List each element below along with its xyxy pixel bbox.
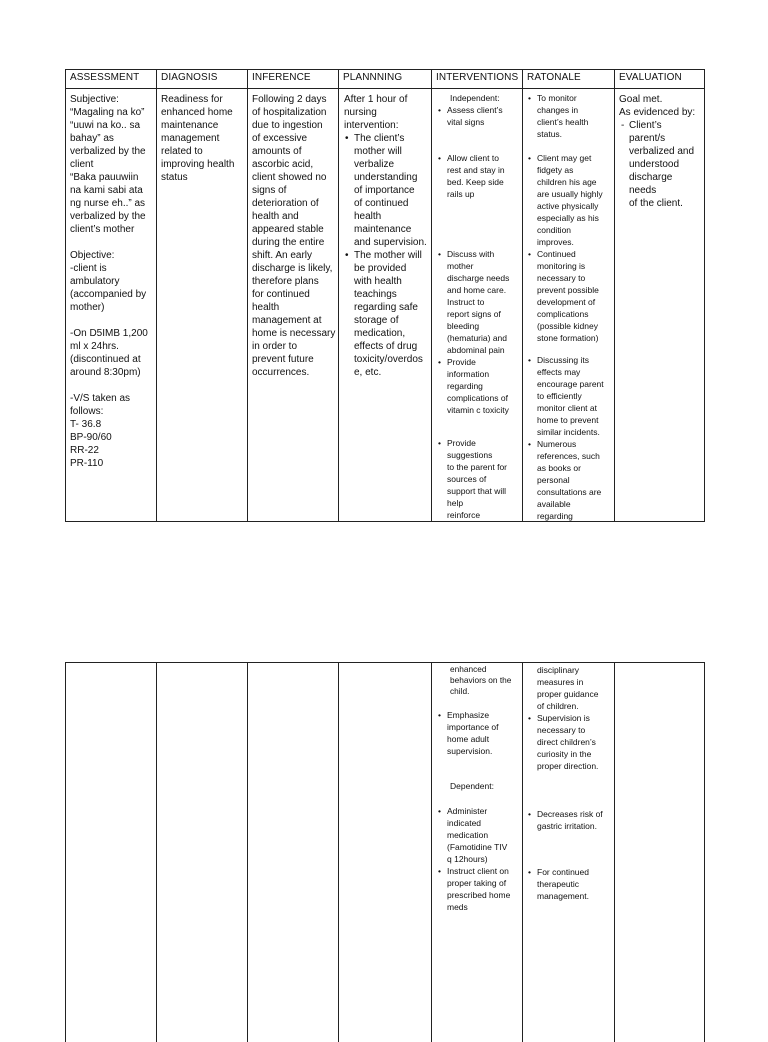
assessment-subjective: Subjective: “Magaling na ko” “uuwi na ko.. sa bahay” as verbalized by the client “Baka pauuwiin na kami sabi ata ng nurse eh..” as verbalized by the client’s mother: [70, 94, 146, 235]
rationale-item: • Discussing its effects may encourage parent to efficiently monitor client at home to prevent similar incidents.: [527, 354, 613, 438]
header-planning: PLANNNING: [343, 72, 403, 83]
rationale-list-2: [527, 152, 613, 344]
interventions-continued: enhanced behaviors on the child.: [450, 664, 512, 696]
intervention-item: • Instruct client on proper taking of prescribed home meds: [437, 865, 521, 913]
header-diagnosis: DIAGNOSIS: [161, 72, 218, 83]
col-divider: [431, 70, 432, 521]
evaluation-evidence: As evidenced by:: [619, 107, 696, 118]
intervention-item: • Administer indicated medication (Famotidine TIV q 12hours): [437, 805, 521, 865]
rationale-item: • To monitor changes in client’s health status.: [527, 92, 613, 140]
header-inference: INFERENCE: [252, 72, 311, 83]
col-divider: [156, 663, 157, 1042]
header-divider: [66, 88, 704, 89]
intervention-item: • Provide suggestions to the parent for sources of support that will help reinforce: [437, 437, 521, 521]
rationale-item: • Continued monitoring is necessary to prevent possible development of complications (possible kidney stone formation): [527, 248, 613, 344]
col-divider: [431, 663, 432, 1042]
assessment-objective: Objective: -client is ambulatory (accompanied by mother) -On D5IMB 1,200 ml x 24hrs. (discontinued at around 8:30pm) -V/S taken as follows: T- 36.8 BP-90/60 RR-22 PR-110: [70, 250, 148, 469]
planning-list: [344, 132, 430, 379]
intervention-item: • Provide information regarding complications of vitamin c toxicity: [437, 356, 521, 416]
col-divider: [614, 663, 615, 1042]
col-divider: [338, 70, 339, 521]
col-divider: [522, 70, 523, 521]
intervention-item: • Allow client to rest and stay in bed. Keep side rails up: [437, 152, 521, 200]
care-plan-table-continued: [65, 662, 705, 1042]
evaluation-item: - Client’s parent/s verbalized and understood discharge needs of the client.: [621, 119, 701, 210]
rationale-item: • Supervision is necessary to direct children’s curiosity in the proper direction.: [527, 712, 613, 772]
header-rationale: RATONALE: [527, 72, 581, 83]
planning-item: • The client’s mother will verbalize understanding of importance of continued health maintenance and supervision.: [344, 132, 430, 249]
rationale-list-1: [527, 92, 613, 140]
rationale-item: • Decreases risk of gastric irritation.: [527, 808, 613, 832]
rationale-list-4: [527, 712, 613, 772]
rationale-continued: disciplinary measures in proper guidance of children.: [537, 665, 599, 711]
rationale-list-6: [527, 866, 613, 902]
care-plan-table: [65, 69, 705, 522]
rationale-list-3: [527, 354, 613, 522]
independent-label: Independent:: [450, 93, 500, 103]
evaluation-item-text: Client’s parent/s verbalized and understood discharge needs of the client.: [629, 120, 695, 209]
col-divider: [522, 663, 523, 1042]
intervention-list-5: [437, 709, 521, 757]
dependent-label: Dependent:: [450, 781, 494, 791]
header-interventions: INTERVENTIONS: [436, 72, 519, 83]
col-divider: [247, 70, 248, 521]
intervention-list-4: [437, 437, 521, 521]
header-evaluation: EVALUATION: [619, 72, 682, 83]
col-divider: [338, 663, 339, 1042]
rationale-item: • Client may get fidgety as children his age are usually highly active physically especially as his condition improves.: [527, 152, 613, 248]
intervention-list-6: [437, 805, 521, 913]
inference-text: Following 2 days of hospitalization due to ingestion of excessive amounts of ascorbic acid, client showed no signs of deterioration of health and appeared stable during the entire shift. An early discharge is likely, therefore plans for continued health management at home is necessary in order to prevent future occurrences.: [252, 94, 336, 378]
col-divider: [247, 663, 248, 1042]
intervention-item: • Emphasize importance of home adult supervision.: [437, 709, 521, 757]
rationale-item: • Numerous references, such as books or personal consultations are available regarding: [527, 438, 613, 522]
col-divider: [614, 70, 615, 521]
rationale-item: • For continued therapeutic management.: [527, 866, 613, 902]
intervention-list-3: [437, 248, 521, 416]
evaluation-goal: Goal met.: [619, 94, 663, 105]
intervention-list-2: [437, 152, 521, 200]
planning-intro: After 1 hour of nursing intervention:: [344, 94, 408, 131]
rationale-list-5: [527, 808, 613, 832]
intervention-list-1: [437, 104, 521, 128]
intervention-item: • Discuss with mother discharge needs and home care. Instruct to report signs of bleeding (hematuria) and abdominal pain: [437, 248, 521, 356]
planning-item: • The mother will be provided with health teachings regarding safe storage of medication, effects of drug toxicity/overdos e, etc.: [344, 249, 430, 379]
intervention-item: • Assess client’s vital signs: [437, 104, 521, 128]
header-assessment: ASSESSMENT: [70, 72, 140, 83]
col-divider: [156, 70, 157, 521]
diagnosis-text: Readiness for enhanced home maintenance management related to improving health status: [161, 94, 235, 183]
